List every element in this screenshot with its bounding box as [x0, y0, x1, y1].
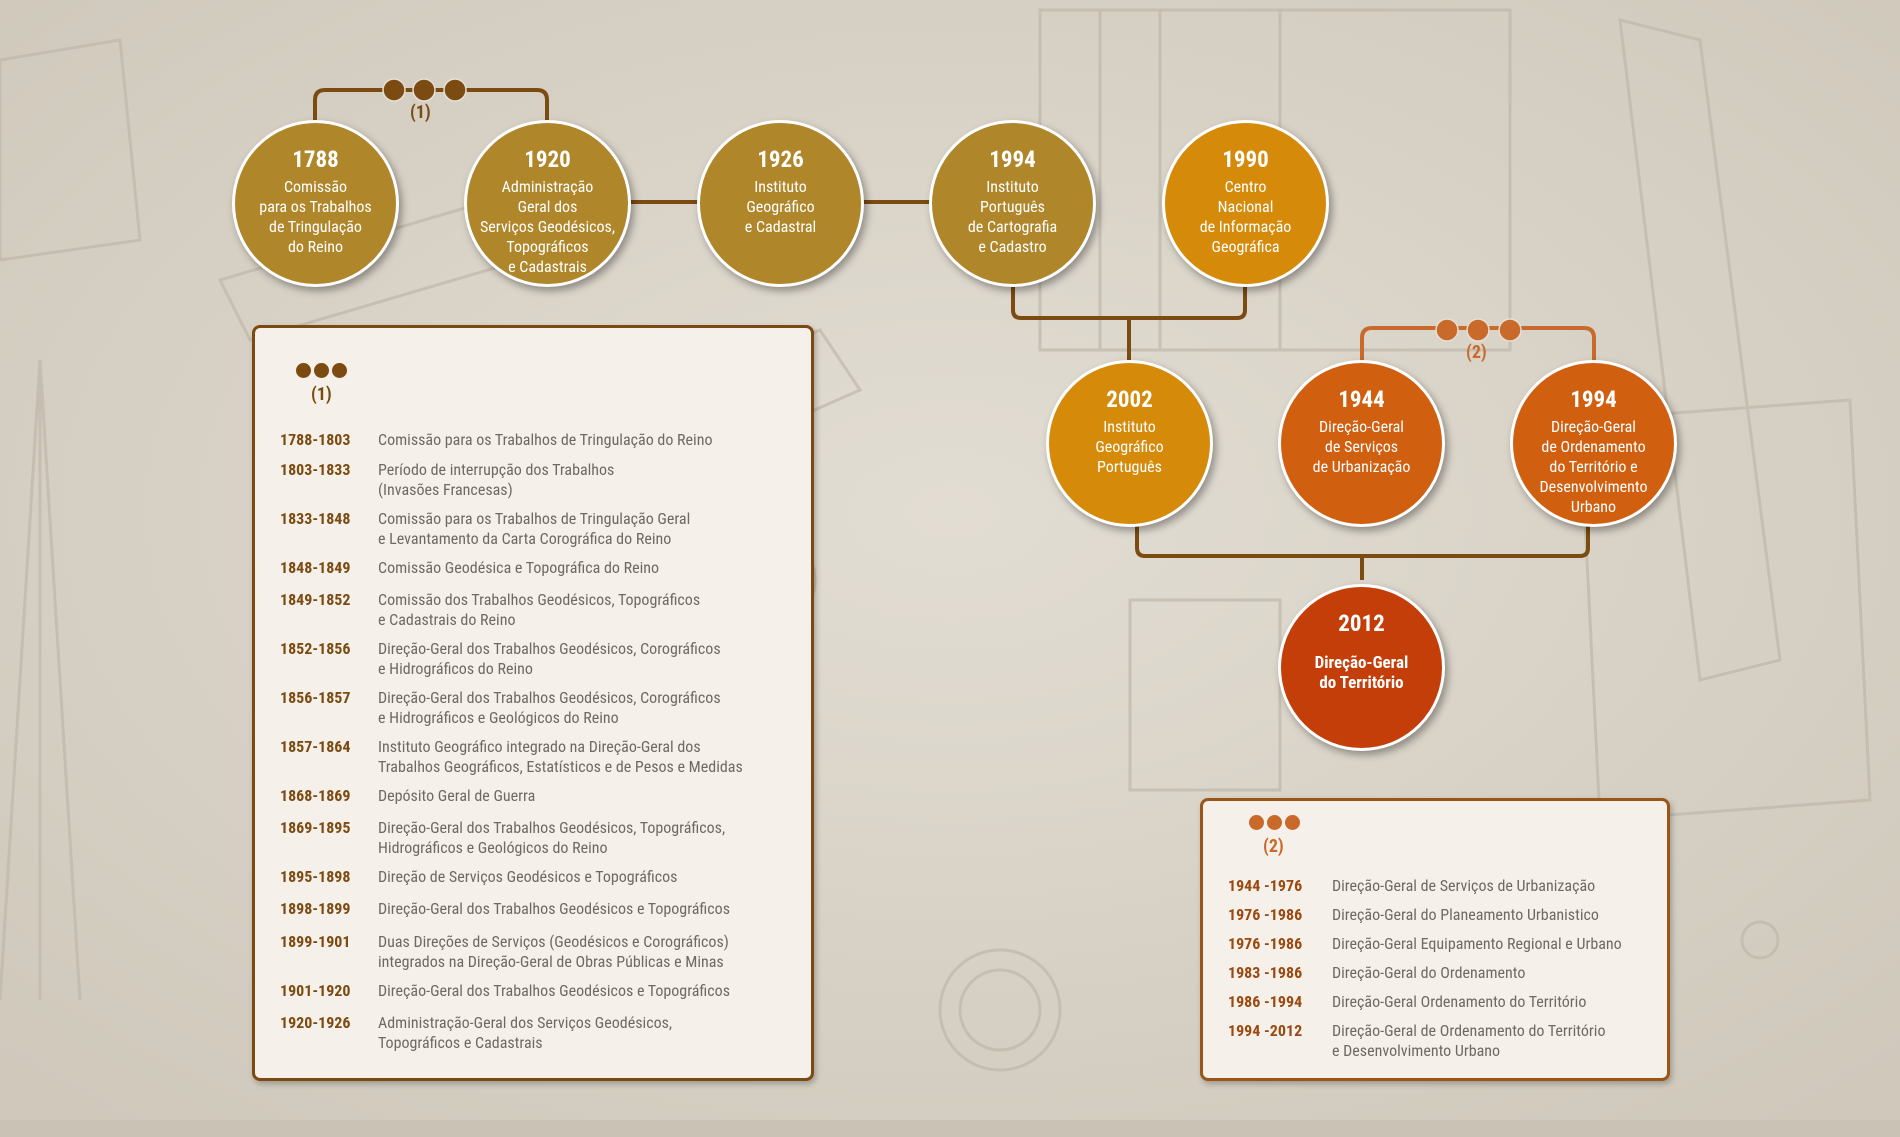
node-1994-dgotdu	[1510, 360, 1677, 527]
panel-1-entry	[280, 818, 725, 857]
node-2002	[1046, 360, 1213, 527]
entry-period: 1803-1833	[280, 460, 351, 479]
panel-1-entry	[280, 558, 659, 578]
panel-2-entry	[1228, 905, 1599, 925]
entry-description: Direção-Geral de Serviços de Urbanização	[1332, 876, 1596, 895]
panel-1-entry	[280, 639, 721, 678]
panel-2-entry	[1228, 992, 1586, 1012]
entry-period: 1920-1926	[280, 1013, 351, 1032]
entry-description: Direção-Geral Equipamento Regional e Urbano	[1332, 934, 1622, 953]
node-2012	[1278, 584, 1445, 751]
connector-dots-1	[383, 79, 466, 101]
entry-period: 1849-1852	[280, 590, 351, 609]
entry-period: 1869-1895	[280, 818, 351, 837]
node-year: 2012	[1338, 610, 1385, 637]
entry-description: Comissão dos Trabalhos Geodésicos, Topográficos e Cadastrais do Reino	[378, 590, 701, 629]
node-year: 1926	[757, 146, 804, 173]
entry-period: 1899-1901	[280, 932, 351, 951]
node-name: Direção-Geral de Ordenamento do Território e Desenvolvimento Urbano	[1539, 417, 1648, 516]
panel-2-label: (2)	[1263, 836, 1284, 857]
node-1944	[1278, 360, 1445, 527]
entry-period: 1986 -1994	[1228, 992, 1303, 1011]
panel-1-entry	[280, 867, 677, 887]
node-name: Instituto Geográfico Português	[1095, 417, 1164, 476]
entry-description: Instituto Geográfico integrado na Direção-Geral dos Trabalhos Geográficos, Estatísticos e de Pesos e Medidas	[378, 737, 743, 776]
node-year: 1994	[1570, 386, 1617, 413]
entry-description: Direção-Geral de Ordenamento do Território e Desenvolvimento Urbano	[1332, 1021, 1606, 1060]
connector-1-label: (1)	[410, 102, 431, 123]
panel-2-entry	[1228, 1021, 1605, 1060]
panel-1-entry	[280, 509, 690, 548]
entry-period: 1788-1803	[280, 430, 351, 449]
panel-2-dots-icon	[1249, 815, 1300, 830]
node-year: 2002	[1106, 386, 1153, 413]
entry-period: 1898-1899	[280, 899, 351, 918]
node-1926	[697, 120, 864, 287]
node-year: 1920	[524, 146, 571, 173]
entry-period: 1983 -1986	[1228, 963, 1303, 982]
connector-1994-1990-2002	[1013, 285, 1245, 360]
entry-description: Direção-Geral do Ordenamento	[1332, 963, 1526, 982]
panel-1-entry	[280, 737, 743, 776]
node-1920	[464, 120, 631, 287]
entry-description: Comissão para os Trabalhos de Tringulação Geral e Levantamento da Carta Corográfica do Reino	[378, 509, 691, 548]
node-name: Centro Nacional de Informação Geográfica	[1199, 177, 1292, 256]
entry-period: 1895-1898	[280, 867, 351, 886]
node-name: Instituto Português de Cartografia e Cadastro	[967, 177, 1058, 256]
entry-description: Direção-Geral dos Trabalhos Geodésicos e Topográficos	[378, 981, 730, 1000]
node-name: Instituto Geográfico e Cadastral	[744, 177, 817, 236]
entry-description: Comissão Geodésica e Topográfica do Reino	[378, 558, 660, 577]
node-1994-ipcc	[929, 120, 1096, 287]
panel-1-entry	[280, 932, 729, 971]
entry-period: 1994 -2012	[1228, 1021, 1303, 1040]
entry-description: Comissão para os Trabalhos de Tringulação do Reino	[378, 430, 713, 449]
panel-1-label: (1)	[311, 384, 332, 405]
entry-description: Direção-Geral do Planeamento Urbanistico	[1332, 905, 1599, 924]
entry-description: Depósito Geral de Guerra	[378, 786, 536, 805]
entry-description: Duas Direções de Serviços (Geodésicos e Corográficos) integrados na Direção-Geral de Obras Públicas e Minas	[378, 932, 729, 971]
connector-dots-2	[1436, 319, 1521, 341]
entry-period: 1976 -1986	[1228, 905, 1303, 924]
entry-period: 1976 -1986	[1228, 934, 1303, 953]
panel-1-entry	[280, 1013, 672, 1052]
entry-period: 1856-1857	[280, 688, 351, 707]
node-name: Direção-Geral do Território	[1314, 653, 1409, 693]
entry-description: Direção de Serviços Geodésicos e Topográficos	[378, 867, 678, 886]
panel-2-entry	[1228, 876, 1595, 896]
panel-1-entry	[280, 460, 614, 499]
panel-1-entry	[280, 786, 535, 806]
node-year: 1788	[292, 146, 339, 173]
entry-period: 1901-1920	[280, 981, 351, 1000]
entry-period: 1944 -1976	[1228, 876, 1303, 895]
node-name: Comissão para os Trabalhos de Tringulação do Reino	[259, 177, 372, 256]
panel-2-entry	[1228, 934, 1622, 954]
panel-1-entry	[280, 430, 712, 450]
node-1990	[1162, 120, 1329, 287]
node-name: Administração Geral dos Serviços Geodésicos, Topográficos e Cadastrais	[480, 177, 615, 276]
entry-description: Direção-Geral Ordenamento do Território	[1332, 992, 1587, 1011]
connector-2-label: (2)	[1466, 342, 1487, 363]
panel-1-dots-icon	[296, 363, 347, 378]
entry-description: Direção-Geral dos Trabalhos Geodésicos, Corográficos e Hidrográficos e Geológicos do Reino	[378, 688, 721, 727]
entry-description: Direção-Geral dos Trabalhos Geodésicos, Topográficos, Hidrográficos e Geológicos do Reino	[378, 818, 726, 857]
history-panel-1	[252, 325, 814, 1081]
connector-2002-1994b-2012	[1137, 525, 1588, 580]
panel-1-entry	[280, 688, 721, 727]
panel-2-entry	[1228, 963, 1525, 983]
node-year: 1944	[1338, 386, 1385, 413]
entry-period: 1848-1849	[280, 558, 351, 577]
entry-description: Direção-Geral dos Trabalhos Geodésicos, Corográficos e Hidrográficos do Reino	[378, 639, 721, 678]
entry-description: Período de interrupção dos Trabalhos (Invasões Francesas)	[378, 460, 615, 499]
entry-period: 1852-1856	[280, 639, 351, 658]
entry-period: 1833-1848	[280, 509, 351, 528]
entry-period: 1857-1864	[280, 737, 351, 756]
node-name: Direção-Geral de Serviços de Urbanização	[1312, 417, 1411, 476]
entry-period: 1868-1869	[280, 786, 351, 805]
node-1788	[232, 120, 399, 287]
entry-description: Direção-Geral dos Trabalhos Geodésicos e Topográficos	[378, 899, 730, 918]
entry-description: Administração-Geral dos Serviços Geodésicos, Topográficos e Cadastrais	[378, 1013, 673, 1052]
node-year: 1994	[989, 146, 1036, 173]
history-panel-2	[1200, 798, 1670, 1081]
panel-1-entry	[280, 981, 730, 1001]
node-year: 1990	[1222, 146, 1269, 173]
panel-1-entry	[280, 899, 730, 919]
panel-1-entry	[280, 590, 700, 629]
